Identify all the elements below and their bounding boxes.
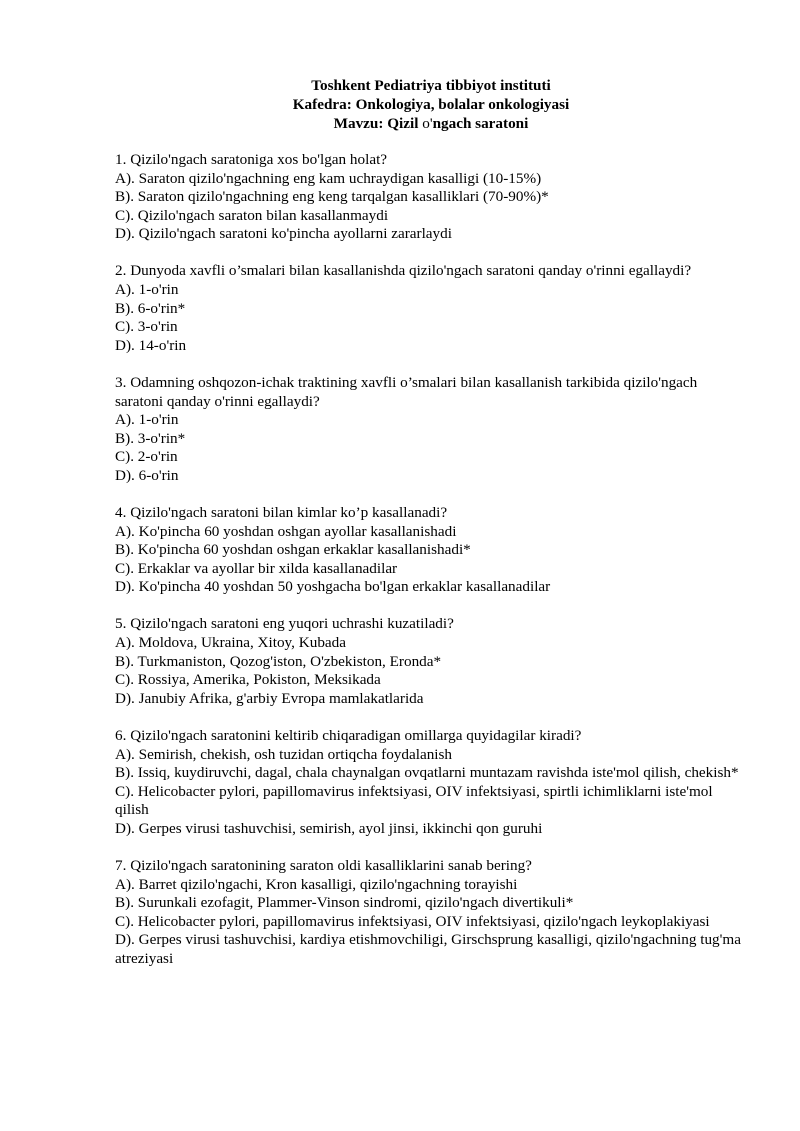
document-page (115, 76, 747, 987)
option-a: A). 1-o'rin (115, 411, 179, 429)
question-text: 6. Qizilo'ngach saratonini keltirib chiqaradigan omillarga quyidagilar kiradi? (115, 726, 582, 744)
option-d: D). Ko'pincha 40 yoshdan 50 yoshgacha bo'lgan erkaklar kasallanadilar (115, 578, 551, 596)
option-b: B). Saraton qizilo'ngachning eng keng tarqalgan kasalliklari (70-90%)* (115, 188, 549, 206)
question-text: 2. Dunyoda xavfli o’smalari bilan kasallanishda qizilo'ngach saratoni qanday o'rinni egallaydi? (115, 262, 692, 280)
question-1 (115, 151, 747, 244)
option-c: C). Rossiya, Amerika, Pokiston, Meksikada (115, 671, 381, 689)
option-d: D). Gerpes virusi tashuvchisi, semirish, ayol jinsi, ikkinchi qon guruhi (115, 819, 543, 837)
topic-title (115, 114, 747, 133)
option-d: D). Qizilo'ngach saratoni ko'pincha ayollarni zararlaydi (115, 225, 452, 243)
option-a: A). 1-o'rin (115, 281, 179, 299)
document-header (115, 76, 747, 133)
question-text: 4. Qizilo'ngach saratoni bilan kimlar ko’p kasallanadi? (115, 504, 448, 521)
option-b: B). Surunkali ezofagit, Plammer-Vinson sindromi, qizilo'ngach divertikuli* (115, 894, 574, 912)
option-b: B). Turkmaniston, Qozog'iston, O'zbekiston, Eronda* (115, 652, 442, 670)
question-text: 7. Qizilo'ngach saratonining saraton oldi kasalliklarini sanab bering? (115, 857, 532, 874)
question-4 (115, 504, 747, 597)
option-c: C). 2-o'rin (115, 448, 178, 466)
option-c: C). Qizilo'ngach saraton bilan kasallanmaydi (115, 206, 389, 224)
option-d: D). Janubiy Afrika, g'arbiy Evropa mamlakatlarida (115, 689, 424, 707)
option-c: C). Helicobacter pylori, papillomavirus infektsiyasi, OIV infektsiyasi, qizilo'ngach leykoplakiyasi (115, 912, 710, 930)
question-text: 1. Qizilo'ngach saratoniga xos bo'lgan holat? (115, 151, 388, 168)
department-name: Kafedra: Onkologiya, bolalar onkologiyasi (292, 96, 570, 113)
option-a: A). Saraton qizilo'ngachning eng kam uchraydigan kasalligi (10-15%) (115, 169, 542, 187)
option-b: B). 3-o'rin* (115, 429, 186, 447)
option-a: A). Barret qizilo'ngachi, Kron kasalligi, qizilo'ngachning torayishi (115, 875, 518, 893)
question-5 (115, 615, 747, 708)
option-b: B). Issiq, kuydiruvchi, dagal, chala chaynalgan ovqatlarni muntazam ravishda iste'mol qilish, chekish* (115, 764, 739, 782)
option-a: A). Semirish, chekish, osh tuzidan ortiqcha foydalanish (115, 745, 453, 763)
option-c: C). 3-o'rin (115, 318, 178, 336)
option-d: D). 14-o'rin (115, 336, 187, 354)
question-3 (115, 374, 747, 486)
question-text: 5. Qizilo'ngach saratoni eng yuqori uchrashi kuzatiladi? (115, 615, 454, 633)
option-c: C). Helicobacter pylori, papillomavirus infektsiyasi, OIV infektsiyasi, spirtli ichimliklarni iste'mol qilish (115, 782, 713, 819)
question-2 (115, 262, 747, 355)
option-b: B). Ko'pincha 60 yoshdan oshgan erkaklar kasallanishadi* (115, 541, 471, 559)
option-d: D). 6-o'rin (115, 466, 179, 484)
institute-name: Toshkent Pediatriya tibbiyot instituti (311, 77, 551, 94)
question-6 (115, 727, 747, 839)
topic-title-part3: ngach saratoni (432, 115, 529, 132)
option-a: A). Moldova, Ukraina, Xitoy, Kubada (115, 634, 346, 652)
topic-title-part1: Mavzu: Qizil (333, 115, 423, 132)
option-d: D). Gerpes virusi tashuvchisi, kardiya etishmovchiligi, Girschsprung kasalligi, qizilo'ngachning tug'ma atreziyasi (115, 931, 741, 967)
option-c: C). Erkaklar va ayollar bir xilda kasallanadilar (115, 559, 398, 577)
option-a: A). Ko'pincha 60 yoshdan oshgan ayollar kasallanishadi (115, 522, 457, 540)
option-b: B). 6-o'rin* (115, 299, 186, 317)
question-text: 3. Odamning oshqozon-ichak traktining xavfli o’smalari bilan kasallanish tarkibida qizilo'ngach saratoni qanday o'rinni egallaydi? (115, 373, 698, 410)
question-7 (115, 857, 747, 969)
topic-title-part2: o' (422, 115, 433, 132)
